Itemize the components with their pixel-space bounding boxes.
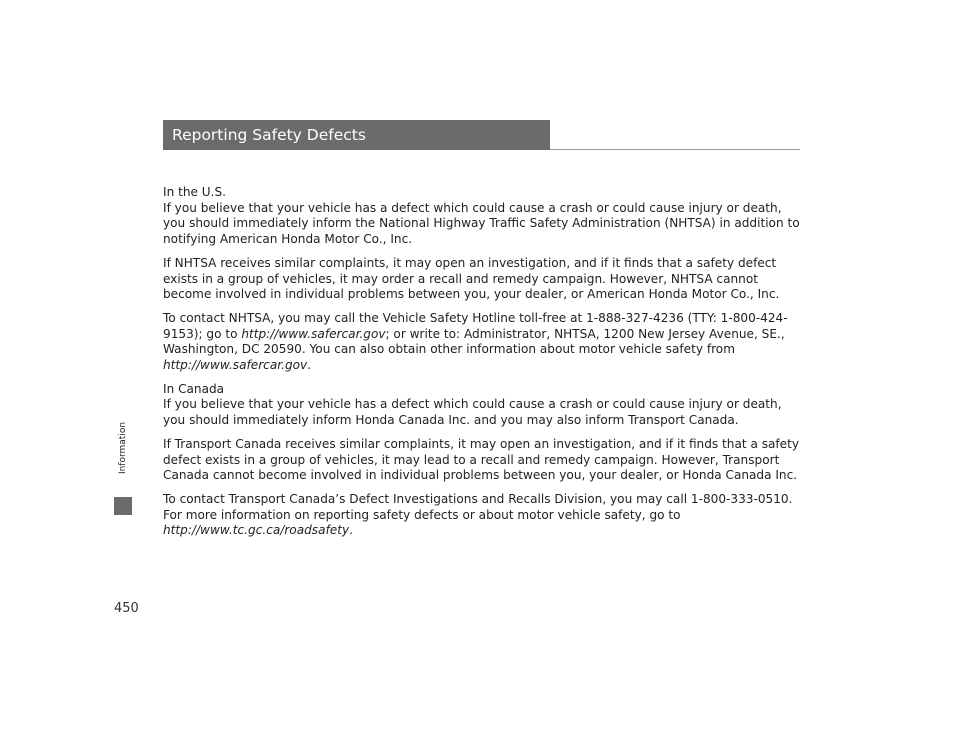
us-p3-text-b: ; or write to: Administrator, NHTSA, 1200 New Jersey Avenue, SE., Washington, DC 20590. You can also obtain other information about motor vehicle safety from	[163, 326, 785, 357]
canada-p3-text-a: To contact Transport Canada’s Defect Investigations and Recalls Division, you may call 1-800-333-0510. For more information on reporting safety defects or about motor vehicle safety, go to	[163, 491, 793, 522]
section-side-label: Information	[118, 421, 128, 475]
canada-p3-text-b: .	[349, 523, 353, 538]
us-paragraph-3	[163, 311, 803, 374]
section-heading-bar	[163, 120, 550, 150]
canada-heading: In Canada	[163, 381, 225, 396]
canada-paragraph-3	[163, 492, 803, 539]
safercar-link-1[interactable]: http://www.safercar.gov	[241, 326, 386, 341]
section-title: Reporting Safety Defects	[172, 126, 366, 144]
article-body	[163, 185, 803, 547]
canada-paragraph-2: If Transport Canada receives similar complaints, it may open an investigation, and if it finds that a safety defect exists in a group of vehicles, it may lead to a recall and remedy campaign. However, Transport Canada cannot become involved in individual problems between you, your dealer, or Honda Canada Inc.	[163, 436, 800, 483]
us-paragraph-2: If NHTSA receives similar complaints, it may open an investigation, and if it finds that a safety defect exists in a group of vehicles, it may order a recall and remedy campaign. However, NHTSA cannot become involved in individual problems between you, your dealer, or American Honda Motor Co., Inc.	[163, 255, 780, 302]
us-p3-text-a: To contact NHTSA, you may call the Vehicle Safety Hotline toll-free at 1-888-327-4236 (TTY: 1-800-424-9153); go to	[163, 310, 788, 341]
safercar-link-2[interactable]: http://www.safercar.gov	[163, 358, 308, 373]
roadsafety-link[interactable]: http://www.tc.gc.ca/roadsafety	[163, 523, 350, 538]
canada-paragraph-1: If you believe that your vehicle has a defect which could cause a crash or could cause injury or death, you should immediately inform Honda Canada Inc. and you may also inform Transport Canada.	[163, 397, 782, 428]
us-paragraph-1: If you believe that your vehicle has a defect which could cause a crash or could cause injury or death, you should immediately inform the National Highway Traffic Safety Administration (NHTSA) in addition to notifying American Honda Motor Co., Inc.	[163, 200, 800, 247]
heading-rule	[550, 149, 800, 150]
page-number: 450	[114, 601, 139, 616]
us-p3-text-c: .	[307, 358, 312, 373]
section-side-tab	[114, 497, 132, 515]
us-heading: In the U.S.	[163, 185, 226, 199]
